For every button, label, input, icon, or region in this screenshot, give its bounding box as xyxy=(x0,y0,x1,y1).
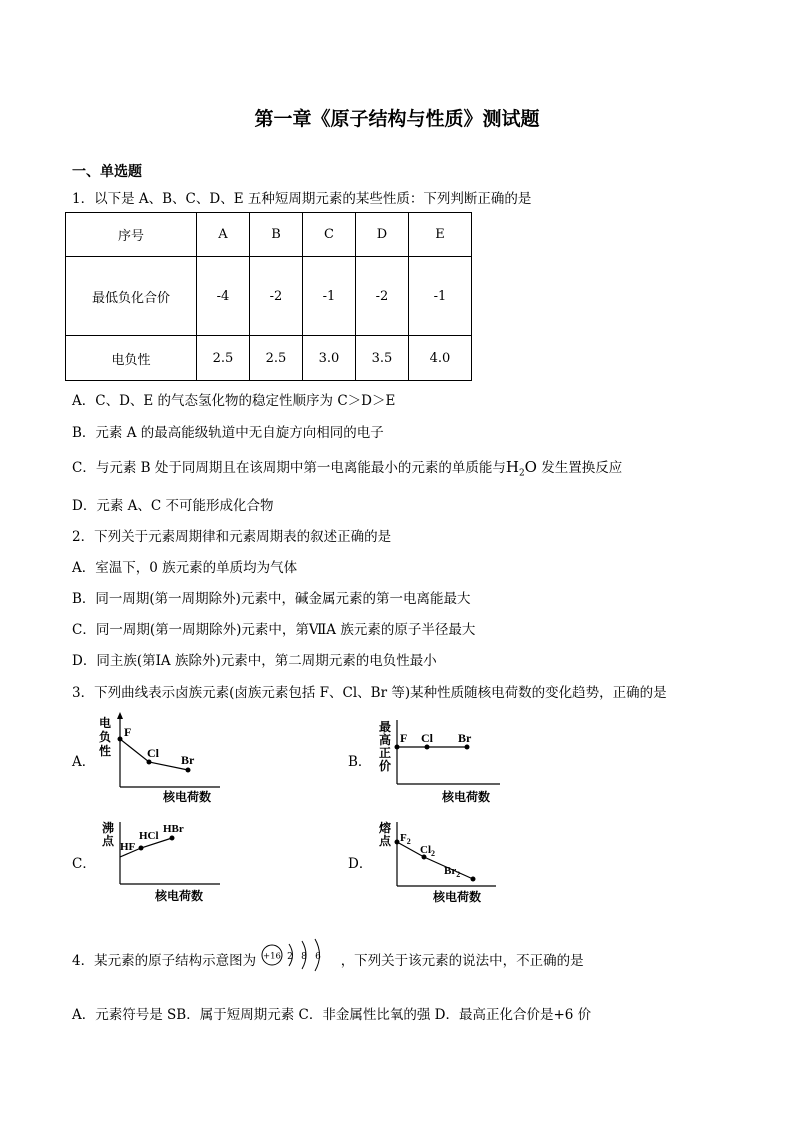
q4-stem-tail: ，下列关于该元素的说法中，不正确的是 xyxy=(340,953,584,969)
table-cell: B xyxy=(250,213,303,257)
table-cell: 最低负化合价 xyxy=(66,257,197,336)
q4-options: A．元素符号是 SB．属于短周期元素 C．非金属性比氧的强 D．最高正化合价是+6 价 xyxy=(72,1007,592,1023)
ylabel-char: 沸 xyxy=(102,821,115,835)
table-cell: -1 xyxy=(303,257,356,336)
x-axis-label: 核电荷数 xyxy=(163,790,212,804)
point-label: $Br_2$ xyxy=(444,865,461,879)
table-cell: 2.5 xyxy=(250,336,303,381)
q1-option-c xyxy=(72,456,622,479)
section-heading: 一、单选题 xyxy=(72,164,142,180)
point-label: Cl xyxy=(421,731,433,745)
q1-option-c-tail: 发生置换反应 xyxy=(536,460,623,476)
q1-stem: 1．以下是 A、B、C、D、E 五种短周期元素的某些性质：下列判断正确的是 xyxy=(72,191,532,207)
point-label: Br xyxy=(458,731,472,745)
point-label: F xyxy=(124,725,132,739)
ylabel-char: 熔 xyxy=(379,821,392,835)
ylabel-char: 点 xyxy=(102,834,115,848)
data-point xyxy=(118,737,123,742)
table-row xyxy=(66,213,472,257)
x-axis-label: 核电荷数 xyxy=(155,889,204,903)
ylabel-char: 高 xyxy=(379,733,392,747)
q4-stem xyxy=(72,938,584,985)
x-axis-label: 核电荷数 xyxy=(442,790,491,804)
q3-option-a-label: A． xyxy=(72,754,96,770)
table-cell: -1 xyxy=(409,257,472,336)
table-row xyxy=(66,257,472,336)
point-label: HF xyxy=(120,841,136,853)
formula-o: O xyxy=(524,458,537,476)
table-cell: 3.0 xyxy=(303,336,356,381)
x-axis-label: 核电荷数 xyxy=(433,890,482,904)
point-label: HCl xyxy=(139,830,159,842)
table-cell: E xyxy=(409,213,472,257)
q1-option-a: A．C、D、E 的气态氢化物的稳定性顺序为 C＞D＞E xyxy=(72,393,396,409)
q1-option-b: B．元素 A 的最高能级轨道中无自旋方向相同的电子 xyxy=(72,425,384,441)
data-point xyxy=(425,745,430,750)
table-cell: 电负性 xyxy=(66,336,197,381)
shell-electrons: 6 xyxy=(315,952,322,962)
data-point xyxy=(395,840,400,845)
ylabel-char: 负 xyxy=(99,730,112,744)
table-cell: 序号 xyxy=(66,213,197,257)
data-point xyxy=(465,745,470,750)
q3-option-b-label: B． xyxy=(348,754,372,770)
q1-table xyxy=(65,212,472,381)
q2-option-a: A．室温下，0 族元素的单质均为气体 xyxy=(72,560,298,576)
point-label: HBr xyxy=(163,823,184,835)
table-cell: C xyxy=(303,213,356,257)
q2-option-b: B．同一周期(第一周期除外)元素中，碱金属元素的第一电离能最大 xyxy=(72,591,471,607)
shell-electrons: 2 xyxy=(287,952,294,962)
q3-stem: 3．下列曲线表示卤族元素(卤族元素包括 F、Cl、Br 等)某种性质随核电荷数的变化趋势，正确的是 xyxy=(72,685,667,701)
ylabel-char: 价 xyxy=(379,759,392,773)
nucleus-charge: +16 xyxy=(263,951,282,962)
point-label: F xyxy=(400,731,408,745)
table-cell: 3.5 xyxy=(356,336,409,381)
q4-stem-text: 4．某元素的原子结构示意图为 xyxy=(72,953,257,969)
q3-graph-b xyxy=(375,712,515,811)
page-title: 第一章《原子结构与性质》测试题 xyxy=(254,108,540,130)
formula-h: H xyxy=(505,458,519,476)
table-cell: 2.5 xyxy=(197,336,250,381)
data-point xyxy=(170,836,175,841)
data-point xyxy=(395,745,400,750)
trend-line xyxy=(397,842,473,879)
table-cell: D xyxy=(356,213,409,257)
q1-option-c-text: C．与元素 B 处于同周期且在该周期中第一电离能最小的元素的单质能与 xyxy=(72,460,506,476)
q3-graph-c xyxy=(100,818,240,912)
table-cell: -4 xyxy=(197,257,250,336)
data-point xyxy=(471,877,476,882)
table-row xyxy=(66,336,472,381)
data-point xyxy=(147,760,152,765)
q3-graph-d xyxy=(378,818,518,912)
point-label: $F_2$ xyxy=(400,832,411,846)
axis-arrow xyxy=(117,712,123,719)
formula-sub: 2 xyxy=(518,468,525,479)
table-cell: -2 xyxy=(250,257,303,336)
shell-electrons: 8 xyxy=(301,952,308,962)
ylabel-char: 点 xyxy=(379,834,392,848)
table-cell: A xyxy=(197,213,250,257)
ylabel-char: 电 xyxy=(99,716,112,730)
point-label: Br xyxy=(181,753,195,767)
point-label: Cl xyxy=(147,746,159,760)
q3-graph-a xyxy=(95,712,235,811)
q3-option-d-label: D． xyxy=(348,856,373,872)
table-cell: 4.0 xyxy=(409,336,472,381)
table-cell: -2 xyxy=(356,257,409,336)
atom-structure-diagram xyxy=(260,938,336,985)
ylabel-char: 性 xyxy=(99,744,112,758)
point-label: $Cl_2$ xyxy=(420,844,435,858)
q2-stem: 2．下列关于元素周期律和元素周期表的叙述正确的是 xyxy=(72,529,392,545)
data-point xyxy=(186,768,191,773)
q2-option-c: C．同一周期(第一周期除外)元素中，第ⅦA 族元素的原子半径最大 xyxy=(72,622,476,638)
q3-option-c-label: C． xyxy=(72,856,96,872)
q2-option-d: D．同主族(第ⅠA 族除外)元素中，第二周期元素的电负性最小 xyxy=(72,653,437,669)
q1-option-d: D．元素 A、C 不可能形成化合物 xyxy=(72,498,274,514)
ylabel-char: 最 xyxy=(379,720,392,734)
ylabel-char: 正 xyxy=(379,746,392,760)
data-point xyxy=(139,846,144,851)
